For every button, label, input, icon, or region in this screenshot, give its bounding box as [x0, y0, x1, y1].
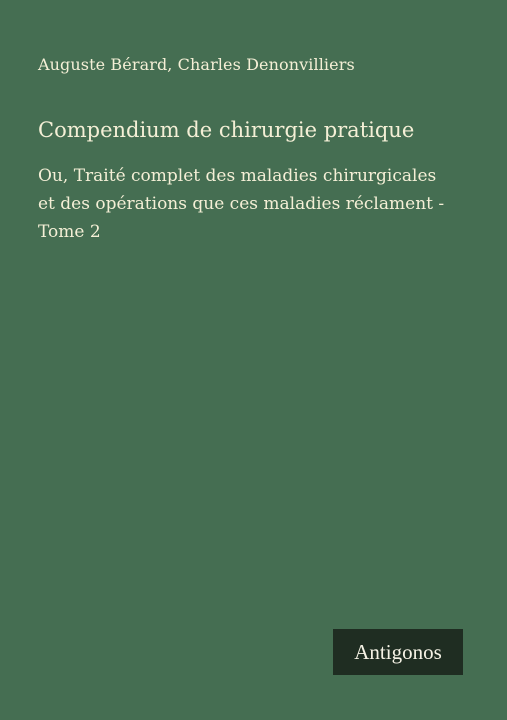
subtitle-line-2: et des opérations que ces maladies réclament -	[38, 194, 445, 214]
authors: Auguste Bérard, Charles Denonvilliers	[38, 55, 355, 74]
book-title: Compendium de chirurgie pratique	[38, 118, 415, 142]
subtitle-line-3: Tome 2	[38, 222, 101, 242]
publisher-badge: Antigonos	[333, 629, 463, 675]
book-subtitle	[38, 162, 478, 246]
subtitle-line-1: Ou, Traité complet des maladies chirurgicales	[38, 166, 437, 186]
